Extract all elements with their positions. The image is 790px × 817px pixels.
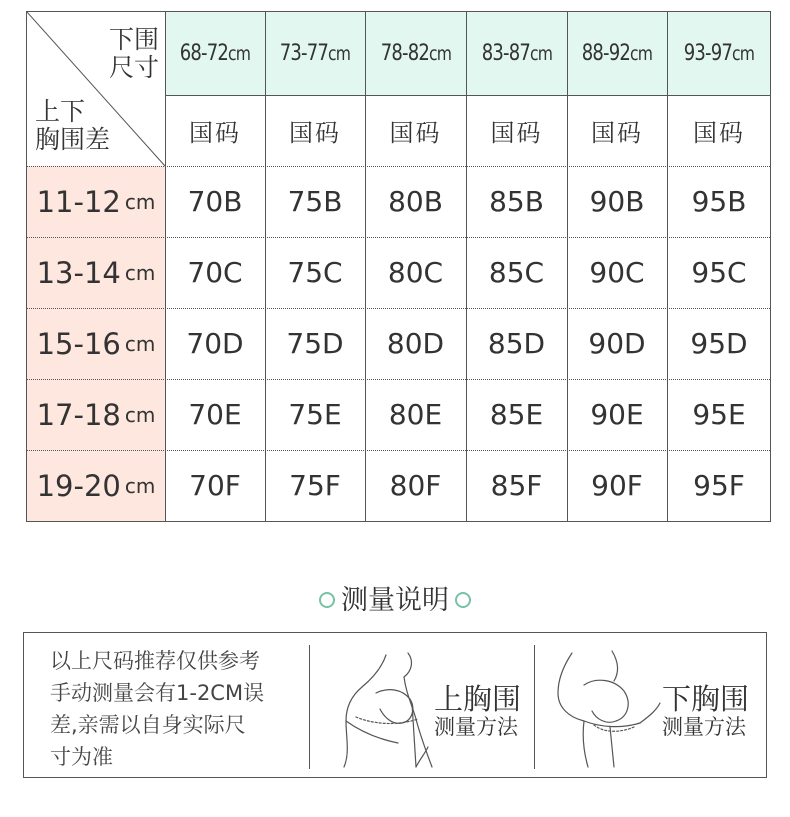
underbust-range-header: 83-87cm <box>481 41 552 66</box>
size-cell: 90C <box>589 256 645 289</box>
circle-bullet-icon <box>319 592 335 608</box>
size-cell: 85C <box>488 256 545 289</box>
national-code-label: 国码 <box>490 119 543 147</box>
size-cell: 85F <box>490 469 543 502</box>
size-cell: 70D <box>186 327 244 360</box>
upper-bust-figure-icon <box>316 647 436 771</box>
bust-difference-cell: 13-14 cm <box>36 255 156 290</box>
measurement-note <box>50 645 300 773</box>
underbust-range-header: 68-72cm <box>179 41 251 66</box>
bust-difference-cell: 17-18 cm <box>36 397 156 432</box>
underbust-range-header: 88-92cm <box>581 41 653 66</box>
corner-underbust-line2: 尺寸 <box>108 53 159 82</box>
size-cell: 95D <box>690 327 748 360</box>
measurement-title-text: 测量说明 <box>341 585 449 616</box>
size-cell: 80B <box>388 185 443 218</box>
size-cell: 85E <box>489 398 544 431</box>
underbust-range-header: 93-97cm <box>683 41 755 66</box>
size-cell: 70F <box>189 469 241 502</box>
size-chart-table <box>26 11 771 522</box>
underbust-range-header: 73-77cm <box>279 41 351 66</box>
size-cell: 90E <box>590 398 644 431</box>
size-cell: 90B <box>589 185 645 218</box>
size-cell: 85D <box>487 327 546 360</box>
size-cell: 90F <box>591 469 643 502</box>
national-code-label: 国码 <box>289 119 341 147</box>
upper-bust-title: 上胸围 <box>434 682 522 716</box>
size-cell: 80F <box>389 469 442 502</box>
size-cell: 70B <box>187 185 243 218</box>
lower-bust-subtitle: 测量方法 <box>662 715 746 739</box>
size-cell: 80E <box>388 398 443 431</box>
circle-bullet-icon <box>455 592 471 608</box>
corner-difference-line1: 上下 <box>35 97 86 126</box>
bust-difference-cell: 11-12 cm <box>36 184 156 219</box>
divider <box>309 645 310 769</box>
upper-bust-subtitle: 测量方法 <box>434 715 518 739</box>
size-cell: 95C <box>691 256 747 289</box>
size-cell: 85B <box>489 185 544 218</box>
bust-difference-cell: 15-16 cm <box>36 326 156 361</box>
size-cell: 70E <box>188 398 242 431</box>
measurement-section-title <box>0 578 790 617</box>
size-cell: 75E <box>288 398 342 431</box>
national-code-label: 国码 <box>189 119 241 147</box>
note-line: 差,亲需以自身实际尺 <box>50 713 246 737</box>
size-cell: 95B <box>691 185 747 218</box>
size-cell: 75B <box>287 185 343 218</box>
size-cell: 80D <box>386 327 445 360</box>
corner-difference-line2: 胸围差 <box>35 125 111 154</box>
underbust-range-header: 78-82cm <box>380 41 451 66</box>
size-cell: 95F <box>693 469 745 502</box>
size-cell: 80C <box>387 256 444 289</box>
national-code-label: 国码 <box>591 119 643 147</box>
note-line: 手动测量会有1-2CM误 <box>50 681 265 705</box>
size-cell: 75F <box>289 469 341 502</box>
size-cell: 75C <box>287 256 343 289</box>
national-code-label: 国码 <box>389 119 442 147</box>
divider <box>534 645 535 769</box>
size-cell: 90D <box>588 327 646 360</box>
size-cell: 75D <box>286 327 344 360</box>
note-line: 以上尺码推荐仅供参考 <box>50 649 260 673</box>
measurement-instructions-box <box>23 632 767 778</box>
corner-difference-label <box>35 98 110 154</box>
note-line: 寸为准 <box>50 745 113 769</box>
bust-difference-cell: 19-20 cm <box>36 468 156 503</box>
corner-underbust-line1: 下围 <box>108 25 159 54</box>
size-cell: 95E <box>692 398 746 431</box>
size-cell: 70C <box>187 256 243 289</box>
lower-bust-title: 下胸围 <box>662 682 750 716</box>
lower-bust-figure-icon <box>544 647 664 771</box>
corner-underbust-label <box>67 26 159 82</box>
national-code-label: 国码 <box>693 119 745 147</box>
